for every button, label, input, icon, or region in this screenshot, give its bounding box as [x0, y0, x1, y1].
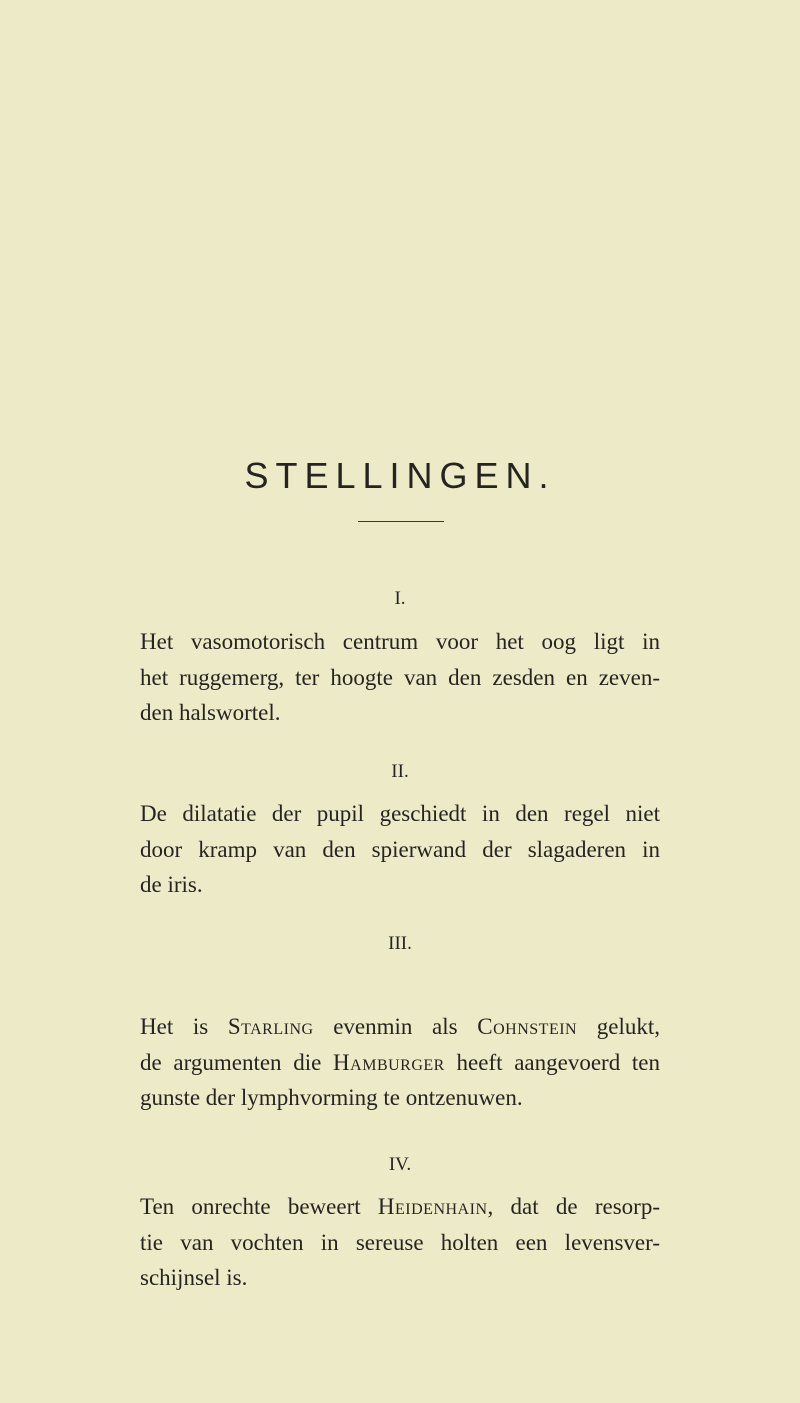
author-name-starling: Starling: [227, 1014, 314, 1039]
stelling-1-line-2: het ruggemerg, ter hoogte van den zesden en zeven-: [140, 664, 660, 690]
stelling-3-numeral: III.: [388, 933, 412, 954]
stelling-4-line-1: [140, 1189, 660, 1225]
stelling-1-text: [140, 624, 660, 731]
stelling-3-line-2-a: de argumenten die: [140, 1049, 334, 1075]
stelling-4-numeral: IV.: [388, 1154, 412, 1175]
stelling-3-line-2-b: heeft aangevoerd ten: [444, 1049, 660, 1075]
stelling-2-line-2: door kramp van den spierwand der slagaderen in: [140, 836, 660, 862]
stelling-4-line-1-a: Ten onrechte beweert: [140, 1194, 378, 1219]
stelling-3-line-1-a: Het is: [140, 1014, 228, 1039]
stelling-3-line-1: [140, 1009, 660, 1045]
stelling-3-line-1-c: gelukt,: [577, 1014, 660, 1039]
stelling-3-line-3: gunste der lymphvorming te ontzenuwen.: [140, 1085, 523, 1110]
author-name-cohnstein: Cohnstein: [477, 1014, 578, 1039]
stelling-3-text: [140, 1009, 660, 1116]
author-name-heidenhain: Heidenhain: [377, 1194, 488, 1219]
stelling-4-line-1-b: , dat de resorp-: [487, 1194, 660, 1219]
stelling-1-line-1: Het vasomotorisch centrum voor het oog ligt in: [140, 629, 660, 654]
stelling-2-line-3: de iris.: [140, 872, 203, 897]
stelling-2-numeral: II.: [391, 761, 409, 782]
stelling-4-line-3: schijnsel is.: [140, 1265, 248, 1290]
stelling-4-line-2: tie van vochten in sereuse holten een levensver-: [140, 1229, 660, 1255]
stelling-4-text: [140, 1189, 660, 1296]
stelling-3-line-1-b: evenmin als: [313, 1014, 478, 1039]
stelling-3-line-2: [140, 1045, 660, 1081]
page-title: STELLINGEN.: [244, 455, 556, 496]
author-name-hamburger: Hamburger: [333, 1049, 445, 1075]
title-divider: [358, 521, 444, 522]
stelling-1-numeral: I.: [394, 588, 406, 609]
stelling-1-line-3: den halswortel.: [140, 700, 281, 725]
stelling-2-text: [140, 796, 660, 903]
stelling-2-line-1: De dilatatie der pupil geschiedt in den regel niet: [140, 801, 660, 826]
